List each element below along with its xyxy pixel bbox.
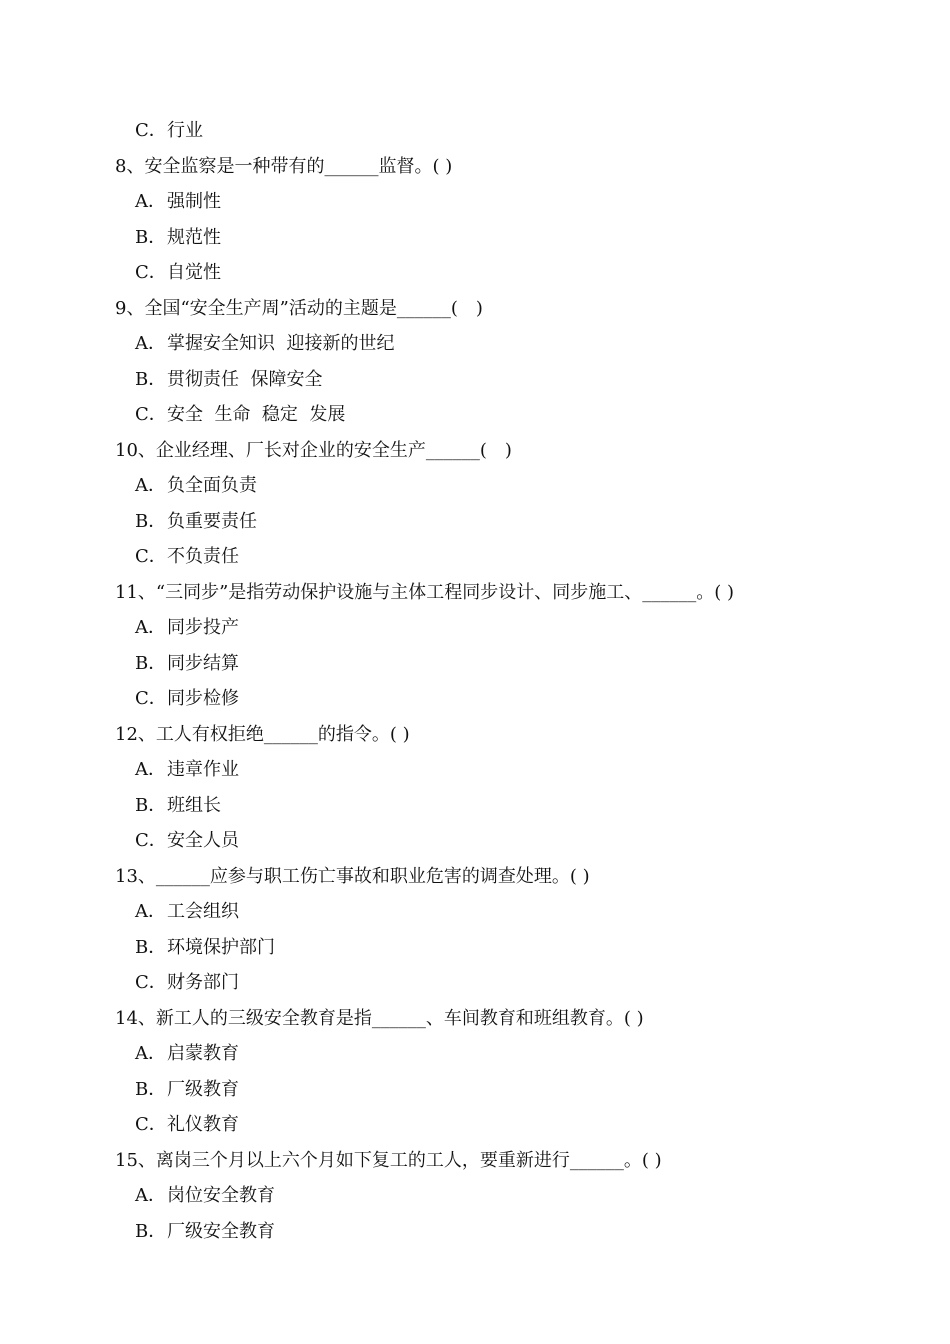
answer-option: [115, 930, 895, 966]
option-letter: A．: [135, 333, 166, 354]
answer-option: [115, 788, 895, 824]
option-letter: A．: [135, 475, 166, 496]
option-text: 自觉性: [167, 262, 221, 283]
option-letter: A．: [135, 1185, 166, 1206]
option-text: 同步检修: [167, 688, 239, 709]
option-text: 环境保护部门: [167, 936, 275, 958]
question-text: 14、新工人的三级安全教育是指______、车间教育和班组教育。( ): [115, 1007, 644, 1029]
answer-option: [115, 539, 895, 575]
option-letter: B．: [135, 368, 167, 390]
question-text: 13、______应参与职工伤亡事故和职业危害的调查处理。( ): [115, 865, 590, 887]
option-letter: B．: [135, 226, 167, 248]
option-text: 工会组织: [167, 901, 239, 922]
option-text: 礼仪教育: [167, 1114, 239, 1135]
option-text: 贯彻责任 保障安全: [167, 368, 323, 390]
answer-option: [115, 894, 895, 930]
option-letter: C．: [135, 830, 167, 851]
option-letter: B．: [135, 1220, 167, 1242]
option-text: 班组长: [167, 794, 221, 816]
option-letter: C．: [135, 120, 167, 141]
answer-option: [115, 610, 895, 646]
option-text: 不负责任: [167, 546, 239, 567]
option-text: 行业: [167, 120, 203, 141]
question-text: 8、安全监察是一种带有的______监督。( ): [115, 155, 453, 177]
option-text: 规范性: [167, 226, 221, 248]
question-text: 11、“三同步”是指劳动保护设施与主体工程同步设计、同步施工、______。( ): [115, 581, 735, 603]
option-letter: C．: [135, 262, 167, 283]
option-letter: B．: [135, 510, 167, 532]
option-text: 掌握安全知识 迎接新的世纪: [167, 333, 395, 354]
answer-option: [115, 326, 895, 362]
answer-option: [115, 646, 895, 682]
option-text: 违章作业: [167, 759, 239, 780]
option-text: 负全面负责: [167, 475, 257, 496]
option-text: 安全 生命 稳定 发展: [167, 404, 346, 425]
question-text: 15、离岗三个月以上六个月如下复工的工人，要重新进行______。( ): [115, 1149, 662, 1171]
answer-option: [115, 823, 895, 859]
question-list: [115, 113, 895, 1249]
option-letter: C．: [135, 972, 167, 993]
option-text: 同步投产: [167, 617, 239, 638]
question-text: 10、企业经理、厂长对企业的安全生产______( ): [115, 439, 512, 461]
option-letter: A．: [135, 1043, 166, 1064]
option-letter: B．: [135, 652, 167, 674]
answer-option: [115, 1178, 895, 1214]
answer-option: [115, 184, 895, 220]
option-text: 同步结算: [167, 652, 239, 674]
option-letter: C．: [135, 1114, 167, 1135]
option-text: 负重要责任: [167, 510, 257, 532]
answer-option: [115, 1214, 895, 1250]
answer-option: [115, 362, 895, 398]
answer-option: [115, 397, 895, 433]
option-letter: A．: [135, 901, 166, 922]
question-text: 12、工人有权拒绝______的指令。( ): [115, 723, 410, 745]
option-letter: C．: [135, 688, 167, 709]
option-letter: C．: [135, 546, 167, 567]
option-text: 强制性: [167, 191, 221, 212]
answer-option: [115, 468, 895, 504]
option-text: 厂级教育: [167, 1078, 239, 1100]
answer-option: [115, 1107, 895, 1143]
answer-option: [115, 504, 895, 540]
option-text: 财务部门: [167, 972, 239, 993]
option-letter: A．: [135, 191, 166, 212]
option-text: 岗位安全教育: [167, 1185, 275, 1206]
answer-option: [115, 113, 895, 149]
option-letter: A．: [135, 617, 166, 638]
answer-option: [115, 681, 895, 717]
answer-option: [115, 1072, 895, 1108]
option-letter: B．: [135, 936, 167, 958]
answer-option: [115, 965, 895, 1001]
answer-option: [115, 1036, 895, 1072]
answer-option: [115, 752, 895, 788]
question-text: 9、全国“安全生产周”活动的主题是______( ): [115, 297, 483, 319]
answer-option: [115, 255, 895, 291]
answer-option: [115, 220, 895, 256]
option-text: 启蒙教育: [167, 1043, 239, 1064]
option-text: 厂级安全教育: [167, 1220, 275, 1242]
option-text: 安全人员: [167, 830, 239, 851]
option-letter: C．: [135, 404, 167, 425]
option-letter: B．: [135, 794, 167, 816]
option-letter: B．: [135, 1078, 167, 1100]
option-letter: A．: [135, 759, 166, 780]
